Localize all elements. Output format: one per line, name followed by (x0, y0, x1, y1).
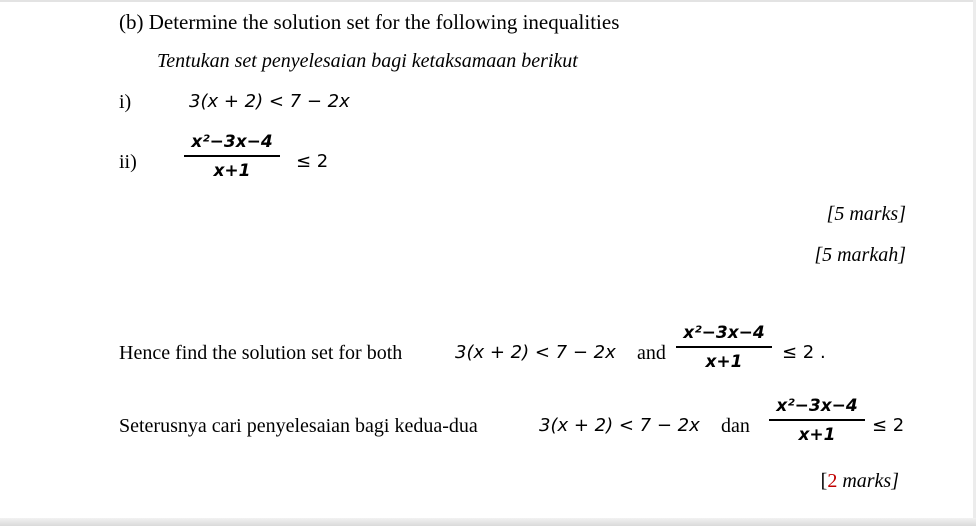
followup-english-inequality: 3(x + 2) < 7 − 2x (455, 342, 616, 363)
part-ii-denominator: x+1 (213, 160, 251, 181)
part-i-inequality: 3(x + 2) < 7 − 2x (189, 91, 350, 112)
followup-english-denominator: x+1 (705, 351, 743, 372)
page-top-edge (0, 0, 976, 2)
part-ii-fraction-bar (184, 155, 280, 157)
followup-malay-numerator: x²−3x−4 (776, 396, 858, 416)
followup-english-joiner: and (637, 342, 666, 364)
followup-malay-fraction (769, 396, 865, 445)
question-heading-translation: Tentukan set penyelesaian bagi ketaksamaan berikut (157, 50, 578, 72)
followup-malay-inequality: 3(x + 2) < 7 − 2x (539, 415, 700, 436)
final-marks-number: 2 (827, 470, 838, 492)
part-i-label: i) (119, 91, 132, 113)
followup-malay-fraction-bar (769, 419, 865, 421)
followup-malay-prefix: Seterusnya cari penyelesaian bagi kedua-dua (119, 415, 478, 437)
marks-english-text: [5 marks] (826, 203, 906, 225)
marks-english (827, 203, 906, 226)
final-marks-text: marks] (837, 470, 899, 492)
marks-malay (814, 244, 906, 267)
final-marks (821, 470, 899, 493)
part-ii-numerator: x²−3x−4 (191, 132, 273, 152)
part-ii-relation: ≤ 2 (296, 151, 329, 172)
followup-malay-joiner: dan (721, 415, 750, 437)
part-ii-label: ii) (119, 151, 137, 173)
question-heading: (b) Determine the solution set for the following inequalities (119, 10, 620, 34)
marks-malay-text: [5 markah] (814, 244, 906, 266)
final-marks-open: [ (820, 470, 828, 492)
followup-english-relation: ≤ 2 . (782, 342, 826, 363)
part-ii-fraction (184, 132, 280, 181)
followup-english-numerator: x²−3x−4 (683, 323, 765, 343)
followup-english-fraction (676, 323, 772, 372)
followup-english-prefix: Hence find the solution set for both (119, 342, 403, 364)
followup-malay-denominator: x+1 (798, 424, 836, 445)
followup-english-fraction-bar (676, 346, 772, 348)
followup-malay-relation: ≤ 2 (872, 415, 905, 436)
page-bottom-edge (0, 518, 976, 526)
